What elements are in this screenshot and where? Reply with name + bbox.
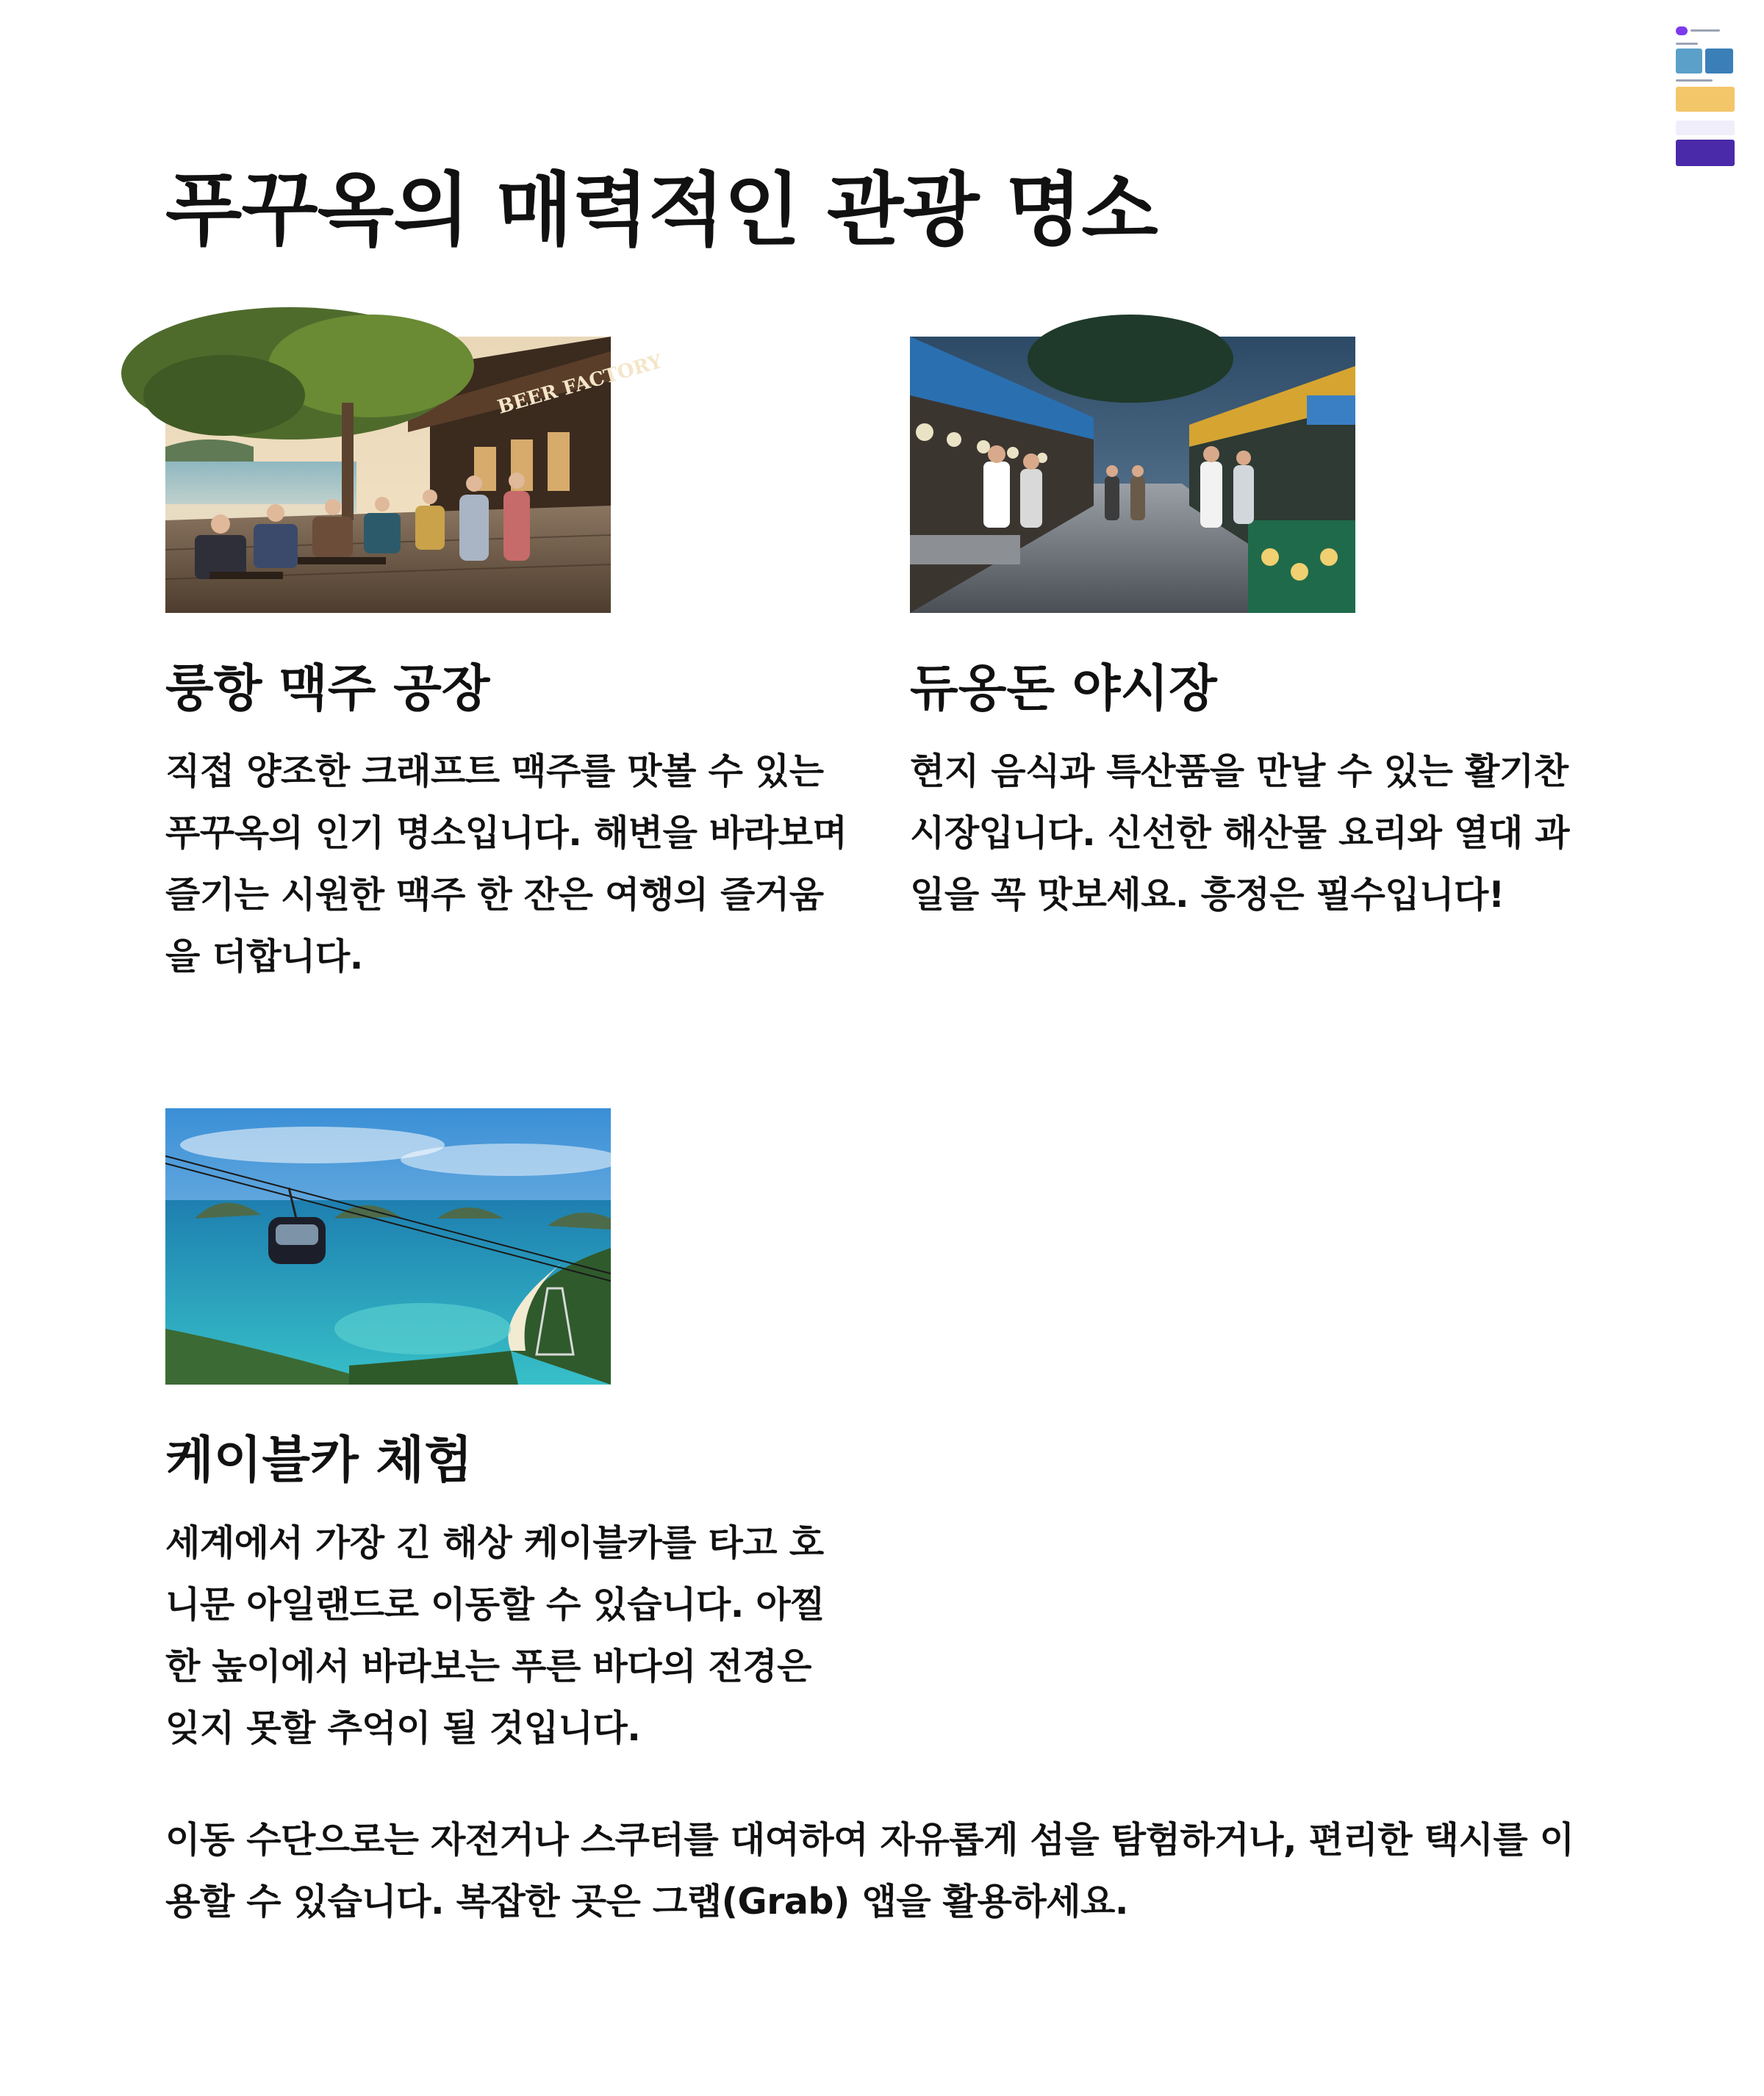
slide-thumbnail-rail[interactable] xyxy=(1668,22,1742,169)
thumbnail-image-3[interactable] xyxy=(1676,87,1735,112)
attraction-title: 룽항 맥주 공장 xyxy=(165,660,490,718)
transport-paragraph: 이동 수단으로는 자전거나 스쿠터를 대여하여 자유롭게 섬을 탐험하거나, 편리한 택시를 이용할 수 있습니다. 복잡한 곳은 그랩(Grab) 앱을 활용하세요. xyxy=(165,1819,1574,1923)
thumbnail-image-2[interactable] xyxy=(1705,49,1733,73)
thumbnail-slide-4[interactable] xyxy=(1676,121,1735,135)
attraction-description: 현지 음식과 특산품을 만날 수 있는 활기찬 시장입니다. 신선한 해산물 요리와 열대 과일을 꼭 맛보세요. 흥정은 필수입니다! xyxy=(910,750,1570,916)
attraction-description: 직접 양조한 크래프트 맥주를 맛볼 수 있는 푸꾸옥의 인기 명소입니다. 해변을 바라보며 즐기는 시원한 맥주 한 잔은 여행의 즐거움을 더합니다. xyxy=(165,750,847,977)
beach-brewery-photo xyxy=(165,337,665,613)
thumbnail-image-1[interactable] xyxy=(1676,49,1702,73)
attraction-card-cable-car xyxy=(165,1108,849,1770)
thumbnail-badge-icon xyxy=(1676,26,1688,35)
attraction-title: 듀옹돈 야시장 xyxy=(910,660,1217,718)
attraction-description: 세계에서 가장 긴 해상 케이블카를 타고 호니문 아일랜드로 이동할 수 있습니다. 아찔한 높이에서 바라보는 푸른 바다의 전경은 잊지 못할 추억이 될 것입니다. xyxy=(165,1522,825,1749)
attraction-title: 케이블카 체험 xyxy=(165,1432,473,1490)
thumbnail-slide-5[interactable] xyxy=(1676,140,1735,166)
cable-car-photo xyxy=(165,1108,611,1385)
page-title: 푸꾸옥의 매력적인 관광 명소 xyxy=(165,165,1158,256)
attraction-card-brewery xyxy=(165,337,849,998)
brewery-sign: BEER FACTORY xyxy=(495,351,665,419)
night-market-photo xyxy=(910,337,1355,613)
attraction-card-night-market xyxy=(910,337,1593,998)
